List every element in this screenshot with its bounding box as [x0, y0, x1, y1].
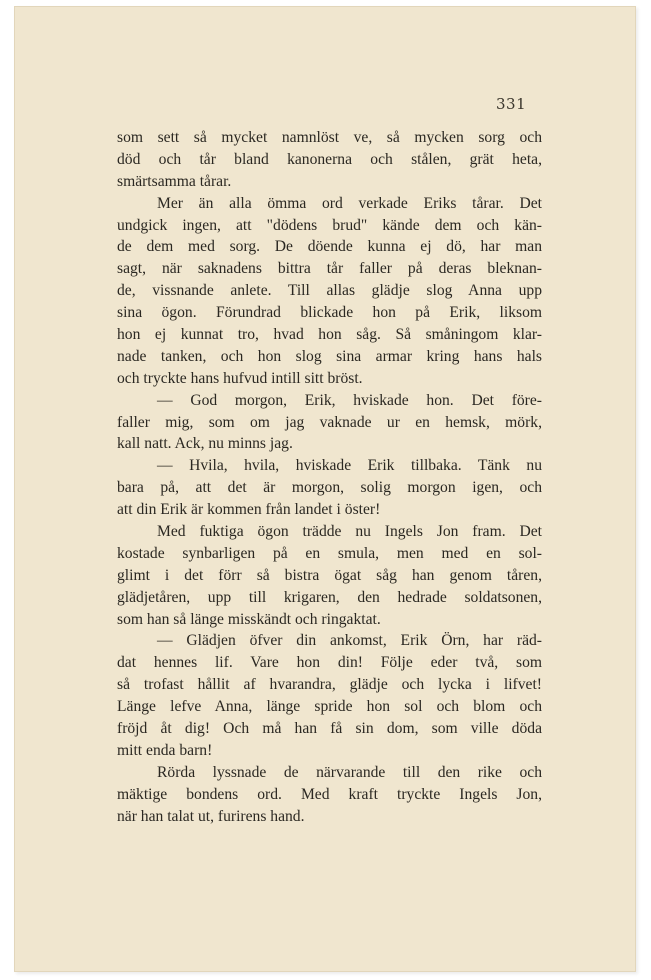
text-line: som han så länge misskändt och ringaktat.	[117, 610, 381, 628]
text-line: att din Erik är kommen från landet i öster!	[117, 501, 381, 519]
text-line: Rörda lyssnade de närvarande till den rike och	[157, 763, 542, 781]
text-line: som sett så mycket namnlöst ve, så mycken sorg och	[117, 129, 542, 146]
text-line: Länge lefve Anna, länge spride hon sol och blom och	[117, 698, 542, 716]
text-line: dat hennes lif. Vare hon din! Följe eder två, som	[117, 654, 542, 672]
text-line: fröjd åt dig! Och må han få sin dom, som ville döda	[117, 720, 542, 738]
text-line: glimt i det förr så bistra ögat såg han genom tåren,	[117, 566, 542, 584]
text-line: de dem med sorg. De döende kunna ej dö, har man	[117, 238, 542, 256]
page-number: 331	[496, 95, 527, 113]
text-line: hon ej kunnat tro, hvad hon såg. Så småningom klar-	[117, 326, 542, 344]
text-line: nade tanken, och hon slog sina armar kring hans hals	[117, 347, 542, 365]
book-page	[14, 6, 636, 972]
text-line: — Hvila, hvila, hviskade Erik tillbaka. Tänk nu	[157, 457, 542, 475]
text-line: och tryckte hans hufvud intill sitt bröst.	[117, 369, 363, 387]
text-line: faller mig, som om jag vaknade ur en hemsk, mörk,	[117, 413, 542, 431]
text-line: glädjetåren, upp till krigaren, den hedrade soldatsonen,	[117, 588, 542, 606]
text-line: — Glädjen öfver din ankomst, Erik Örn, har räd-	[157, 632, 542, 650]
text-line: Mer än alla ömma ord verkade Eriks tårar. Det	[157, 194, 542, 212]
text-line: så trofast hållit af hvarandra, glädje och lycka i lifvet!	[117, 676, 542, 694]
text-line: bara på, att det är morgon, solig morgon igen, och	[117, 479, 542, 497]
text-line: sagt, när saknadens bittra tår faller på deras bleknan-	[117, 260, 542, 278]
text-line: undgick ingen, att "dödens brud" kände dem och kän-	[117, 216, 542, 234]
text-line: mäktige bondens ord. Med kraft tryckte Ingels Jon,	[117, 785, 542, 803]
body-text	[117, 127, 542, 828]
text-line: mitt enda barn!	[117, 741, 213, 759]
text-line: när han talat ut, furirens hand.	[117, 807, 305, 825]
text-line: — God morgon, Erik, hviskade hon. Det före-	[157, 391, 542, 409]
text-line: smärtsamma tårar.	[117, 172, 232, 190]
text-line: sina ögon. Förundrad blickade hon på Erik, liksom	[117, 304, 542, 322]
text-line: de, vissnande anlete. Till allas glädje slog Anna upp	[117, 282, 542, 300]
text-line: kostade synbarligen på en smula, men med en sol-	[117, 544, 542, 562]
text-line: död och tår bland kanonerna och stålen, grät heta,	[117, 150, 542, 168]
text-line: kall natt. Ack, nu minns jag.	[117, 435, 293, 453]
text-line: Med fuktiga ögon trädde nu Ingels Jon fram. Det	[157, 523, 542, 541]
